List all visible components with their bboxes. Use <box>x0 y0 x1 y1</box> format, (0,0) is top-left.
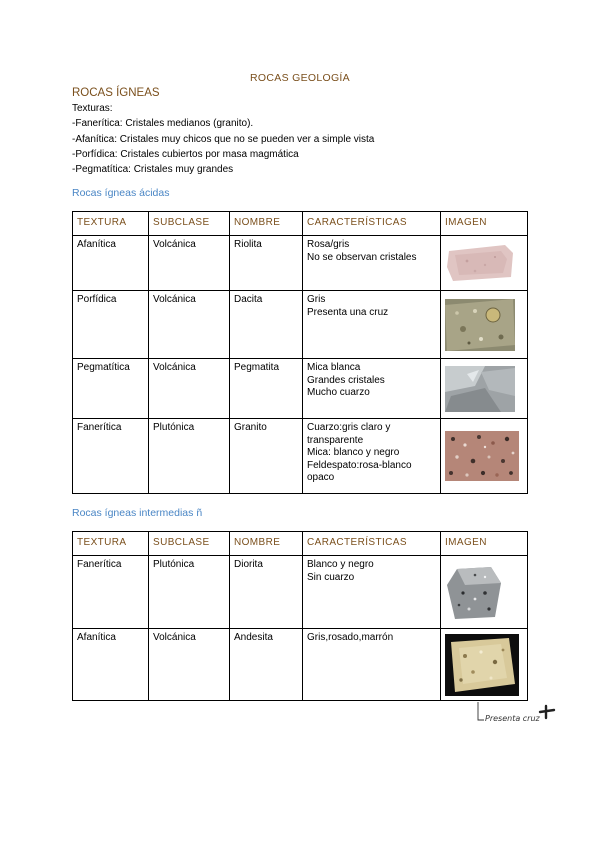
cell-textura: Pegmatítica <box>73 359 149 419</box>
intro-line: -Pegmatítica: Cristales muy grandes <box>72 164 234 176</box>
acid-rocks-table <box>72 211 528 494</box>
char-line: Mica blanca <box>307 362 361 373</box>
cell-imagen <box>441 359 528 419</box>
cell-subclase: Volcánica <box>149 359 230 419</box>
cell-imagen <box>441 556 528 629</box>
header-nombre: NOMBRE <box>230 532 303 556</box>
char-line: Gris <box>307 294 326 305</box>
cell-textura: Afanítica <box>73 629 149 701</box>
diorita-photo <box>445 563 503 621</box>
cell-subclase: Volcánica <box>149 629 230 701</box>
char-line: Blanco y negro <box>307 559 374 570</box>
section-heading-igneous: ROCAS ÍGNEAS <box>72 87 160 99</box>
handwritten-annotation <box>470 696 570 726</box>
intro-line: -Afanítica: Cristales muy chicos que no se pueden ver a simple vista <box>72 133 375 145</box>
cell-imagen <box>441 629 528 701</box>
texture-definitions <box>72 101 374 177</box>
header-nombre: NOMBRE <box>230 212 303 236</box>
acid-rocks-heading: Rocas ígneas ácidas <box>72 187 170 199</box>
andesita-photo <box>445 634 519 696</box>
cell-nombre: Riolita <box>230 236 303 291</box>
table-row <box>73 419 528 494</box>
char-line: opaco <box>307 472 335 484</box>
cell-subclase: Plutónica <box>149 556 230 629</box>
char-line: Mica: blanco y negro <box>307 447 400 459</box>
char-line: No se observan cristales <box>307 251 417 263</box>
cell-nombre: Dacita <box>230 291 303 359</box>
char-line: Presenta una cruz <box>307 306 389 318</box>
table-header-row <box>73 532 528 556</box>
intermediate-rocks-heading: Rocas ígneas intermedias ñ <box>72 507 203 519</box>
header-textura: TEXTURA <box>73 532 149 556</box>
char-line: Sin cuarzo <box>307 571 355 583</box>
table-header-row <box>73 212 528 236</box>
cell-caracteristicas <box>303 291 441 359</box>
char-line: Gris,rosado,marrón <box>307 632 394 643</box>
char-line: Rosa/gris <box>307 239 350 250</box>
cell-caracteristicas <box>303 419 441 494</box>
cell-nombre: Diorita <box>230 556 303 629</box>
cell-caracteristicas <box>303 359 441 419</box>
header-subclase: SUBCLASE <box>149 532 230 556</box>
intro-line: -Fanerítica: Cristales medianos (granito). <box>72 118 254 130</box>
header-caracteristicas: CARACTERÍSTICAS <box>303 212 441 236</box>
header-imagen: IMAGEN <box>441 212 528 236</box>
cell-caracteristicas <box>303 236 441 291</box>
note-text: Presenta cruz <box>485 714 540 723</box>
cell-imagen <box>441 291 528 359</box>
cell-textura: Porfídica <box>73 291 149 359</box>
intermediate-rocks-table <box>72 531 528 701</box>
cell-caracteristicas <box>303 629 441 701</box>
header-subclase: SUBCLASE <box>149 212 230 236</box>
char-line: Grandes cristales <box>307 374 385 386</box>
cell-nombre: Pegmatita <box>230 359 303 419</box>
cell-subclase: Volcánica <box>149 236 230 291</box>
header-textura: TEXTURA <box>73 212 149 236</box>
handwritten-note-presenta-cruz <box>470 696 570 726</box>
cell-subclase: Plutónica <box>149 419 230 494</box>
header-caracteristicas: CARACTERÍSTICAS <box>303 532 441 556</box>
document-title: ROCAS GEOLOGÍA <box>250 72 350 84</box>
cell-textura: Fanerítica <box>73 419 149 494</box>
table-row <box>73 359 528 419</box>
cell-nombre: Granito <box>230 419 303 494</box>
intro-line: Texturas: <box>72 103 113 114</box>
char-line: Feldespato:rosa-blanco <box>307 459 412 471</box>
cell-imagen <box>441 236 528 291</box>
cell-subclase: Volcánica <box>149 291 230 359</box>
header-imagen: IMAGEN <box>441 532 528 556</box>
table-row <box>73 291 528 359</box>
char-line: Cuarzo:gris claro y <box>307 422 391 433</box>
riolita-photo <box>445 243 515 283</box>
cell-nombre: Andesita <box>230 629 303 701</box>
cell-textura: Fanerítica <box>73 556 149 629</box>
table-row <box>73 236 528 291</box>
cell-textura: Afanítica <box>73 236 149 291</box>
cell-imagen <box>441 419 528 494</box>
table-row <box>73 629 528 701</box>
cell-caracteristicas <box>303 556 441 629</box>
char-line: transparente <box>307 434 364 446</box>
char-line: Mucho cuarzo <box>307 387 370 399</box>
dacita-photo <box>445 299 515 351</box>
pegmatita-photo <box>445 366 515 412</box>
granito-photo <box>445 431 519 481</box>
table-row <box>73 556 528 629</box>
intro-line: -Porfídica: Cristales cubiertos por masa magmática <box>72 148 299 160</box>
